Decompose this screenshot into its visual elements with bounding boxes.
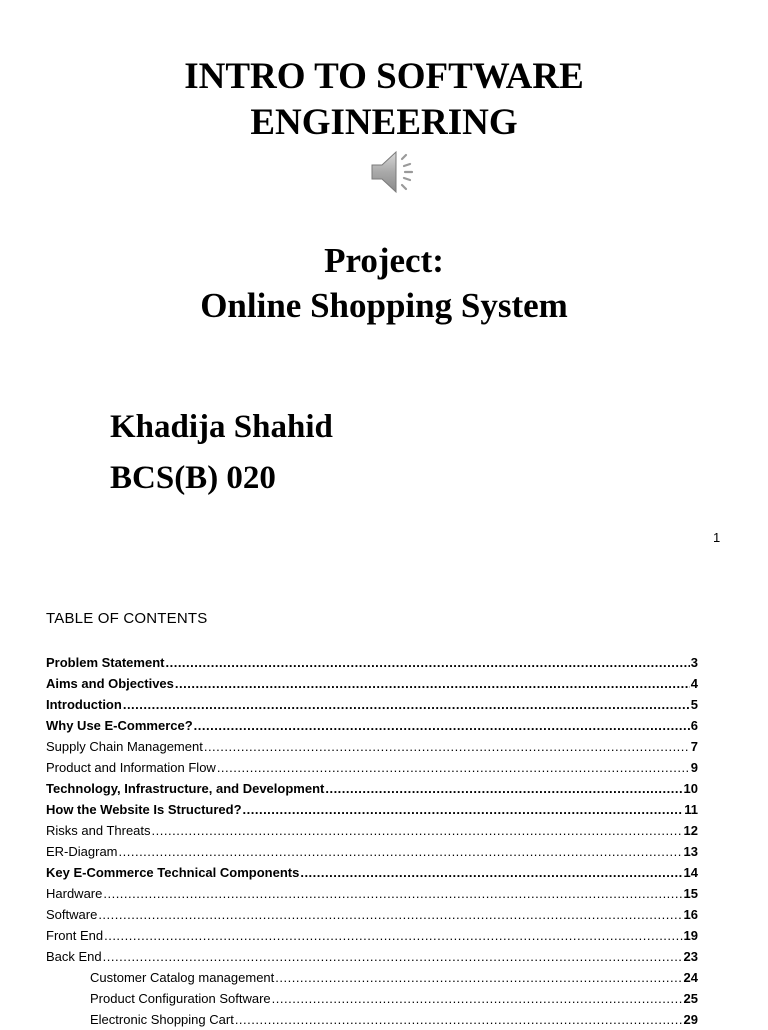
author-name: Khadija Shahid xyxy=(110,409,333,445)
toc-entry-page: 10 xyxy=(683,781,698,796)
toc-entry-label: Software xyxy=(46,907,98,922)
toc-entry[interactable] xyxy=(46,841,698,862)
toc-entry-page: 29 xyxy=(683,1012,698,1027)
toc-entry[interactable] xyxy=(46,799,698,820)
toc-entry[interactable] xyxy=(46,946,698,967)
toc-entry[interactable] xyxy=(46,715,698,736)
toc-entry-page: 5 xyxy=(690,697,698,712)
toc-dot-leader xyxy=(98,904,682,925)
speaker-icon[interactable] xyxy=(368,147,424,197)
toc-entry-label: Why Use E-Commerce? xyxy=(46,718,193,733)
toc-entry-label: Risks and Threats xyxy=(46,823,151,838)
toc-entry-page: 9 xyxy=(690,760,698,775)
toc-entry-page: 6 xyxy=(690,718,698,733)
project-label: Project: xyxy=(324,241,444,280)
toc-entry-page: 11 xyxy=(684,802,698,817)
toc-dot-leader xyxy=(103,946,683,967)
page-number: 1 xyxy=(713,530,721,545)
toc-entry-page: 7 xyxy=(690,739,698,754)
toc-dot-leader xyxy=(103,883,682,904)
course-title xyxy=(0,54,768,146)
toc-dot-leader xyxy=(325,778,682,799)
toc-entry[interactable] xyxy=(46,967,698,988)
toc-entry[interactable] xyxy=(46,925,698,946)
toc-dot-leader xyxy=(204,736,690,757)
toc-dot-leader xyxy=(175,673,690,694)
toc-dot-leader xyxy=(194,715,690,736)
project-heading xyxy=(0,238,768,328)
author-block xyxy=(110,402,333,504)
toc-entry-label: Product Configuration Software xyxy=(90,991,271,1006)
toc-entry-page: 16 xyxy=(683,907,698,922)
toc-dot-leader xyxy=(123,694,690,715)
toc-entry-page: 15 xyxy=(683,886,698,901)
toc-entry[interactable] xyxy=(46,883,698,904)
course-title-line: INTRO TO SOFTWARE xyxy=(184,56,584,97)
toc-title: TABLE OF CONTENTS xyxy=(46,610,208,627)
toc-entry-label: Hardware xyxy=(46,886,103,901)
toc-entry-page: 19 xyxy=(683,928,698,943)
toc-entry[interactable] xyxy=(46,778,698,799)
toc-entry[interactable] xyxy=(46,757,698,778)
course-title-line: ENGINEERING xyxy=(250,102,518,143)
toc-dot-leader xyxy=(165,652,689,673)
toc-entry-label: Problem Statement xyxy=(46,655,165,670)
toc-entry[interactable] xyxy=(46,862,698,883)
toc-entry-label: ER-Diagram xyxy=(46,844,118,859)
toc-entry-page: 12 xyxy=(683,823,698,838)
toc-dot-leader xyxy=(275,967,682,988)
toc-entry-page: 3 xyxy=(690,655,698,670)
toc-entry[interactable] xyxy=(46,904,698,925)
toc-dot-leader xyxy=(104,925,682,946)
toc-entry-label: Back End xyxy=(46,949,102,964)
toc-entry[interactable] xyxy=(46,1009,698,1030)
toc-entry-page: 25 xyxy=(683,991,698,1006)
toc-entry-label: Key E-Commerce Technical Components xyxy=(46,865,300,880)
toc-entry-label: Supply Chain Management xyxy=(46,739,203,754)
toc-entry-page: 24 xyxy=(683,970,698,985)
toc-entry-page: 13 xyxy=(683,844,698,859)
toc-entry[interactable] xyxy=(46,736,698,757)
toc-entry[interactable] xyxy=(46,988,698,1009)
toc-entry-label: Introduction xyxy=(46,697,122,712)
toc-entry[interactable] xyxy=(46,694,698,715)
toc-entry-label: Product and Information Flow xyxy=(46,760,216,775)
toc-entry-page: 23 xyxy=(683,949,698,964)
toc-dot-leader xyxy=(272,988,683,1009)
toc-dot-leader xyxy=(119,841,683,862)
toc-entry[interactable] xyxy=(46,673,698,694)
toc-dot-leader xyxy=(217,757,690,778)
toc-entry-page: 14 xyxy=(683,865,698,880)
toc-dot-leader xyxy=(152,820,683,841)
toc-entry-page: 4 xyxy=(690,676,698,691)
toc-dot-leader xyxy=(235,1009,683,1030)
toc-entry[interactable] xyxy=(46,820,698,841)
toc-entry-label: Aims and Objectives xyxy=(46,676,174,691)
toc-dot-leader xyxy=(243,799,684,820)
project-name: Online Shopping System xyxy=(200,286,568,325)
author-id: BCS(B) 020 xyxy=(110,460,276,496)
toc-entry-label: How the Website Is Structured? xyxy=(46,802,242,817)
toc-entry-label: Electronic Shopping Cart xyxy=(90,1012,234,1027)
toc-entry-label: Front End xyxy=(46,928,104,943)
toc-entry-label: Technology, Infrastructure, and Development xyxy=(46,781,325,796)
toc-entry-label: Customer Catalog management xyxy=(90,970,275,985)
table-of-contents xyxy=(46,652,698,1030)
toc-entry[interactable] xyxy=(46,652,698,673)
toc-dot-leader xyxy=(300,862,682,883)
